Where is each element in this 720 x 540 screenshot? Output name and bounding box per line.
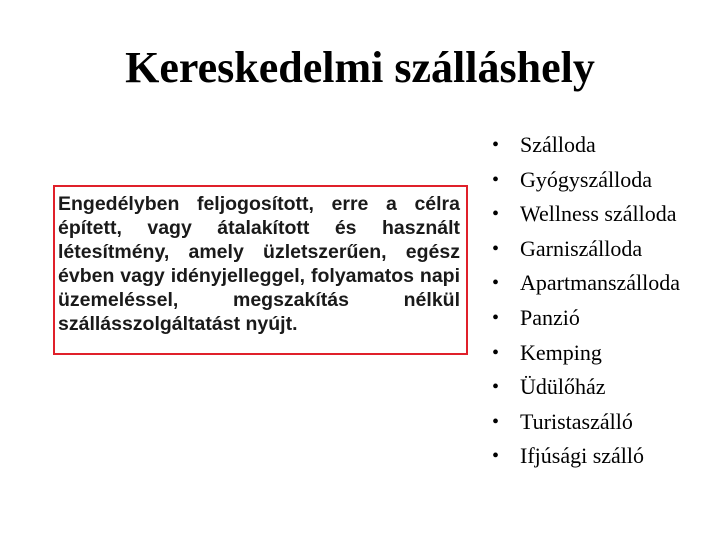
bullet-icon: •: [492, 272, 500, 295]
list-item: [492, 405, 680, 440]
list-item: [492, 370, 680, 405]
slide-title: Kereskedelmi szálláshely: [125, 43, 595, 92]
list-item: [492, 439, 680, 474]
list-item-label: Kemping: [520, 339, 602, 365]
list-item: [492, 266, 680, 301]
list-item-label: Garniszálloda: [520, 235, 643, 261]
accommodation-type-list: [492, 128, 680, 474]
bullet-icon: •: [492, 445, 500, 468]
list-item-label: Turistaszálló: [520, 408, 633, 434]
bullet-icon: •: [492, 410, 500, 433]
list-item-label: Ifjúsági szálló: [520, 443, 645, 469]
bullet-icon: •: [492, 203, 500, 226]
list-item-label: Üdülőház: [520, 374, 606, 400]
list-item-label: Szálloda: [520, 132, 596, 157]
bullet-icon: •: [492, 341, 500, 364]
list-item-label: Gyógyszálloda: [520, 166, 652, 192]
bullet-icon: •: [492, 306, 500, 329]
list-item: [492, 163, 680, 198]
bullet-icon: •: [492, 376, 500, 399]
bullet-icon: •: [492, 237, 500, 260]
list-item: [492, 232, 680, 267]
list-item-label: Panzió: [520, 304, 580, 330]
list-item-label: Apartmanszálloda: [520, 270, 681, 296]
list-item-label: Wellness szálloda: [520, 201, 677, 227]
bullet-icon: •: [492, 134, 500, 156]
list-item: [492, 336, 680, 371]
list-item: [492, 128, 680, 163]
list-item: [492, 197, 680, 232]
definition-text: Engedélyben feljogosított, erre a célra épített, vagy átalakított és használt létesítmény, amely üzletszerűen, egész évben vagy idényjelleggel, folyamatos napi üzemeléssel, megszakítás nélkül szállásszolgáltatást nyújt.: [58, 193, 460, 335]
list-item: [492, 301, 680, 336]
bullet-icon: •: [492, 168, 500, 191]
